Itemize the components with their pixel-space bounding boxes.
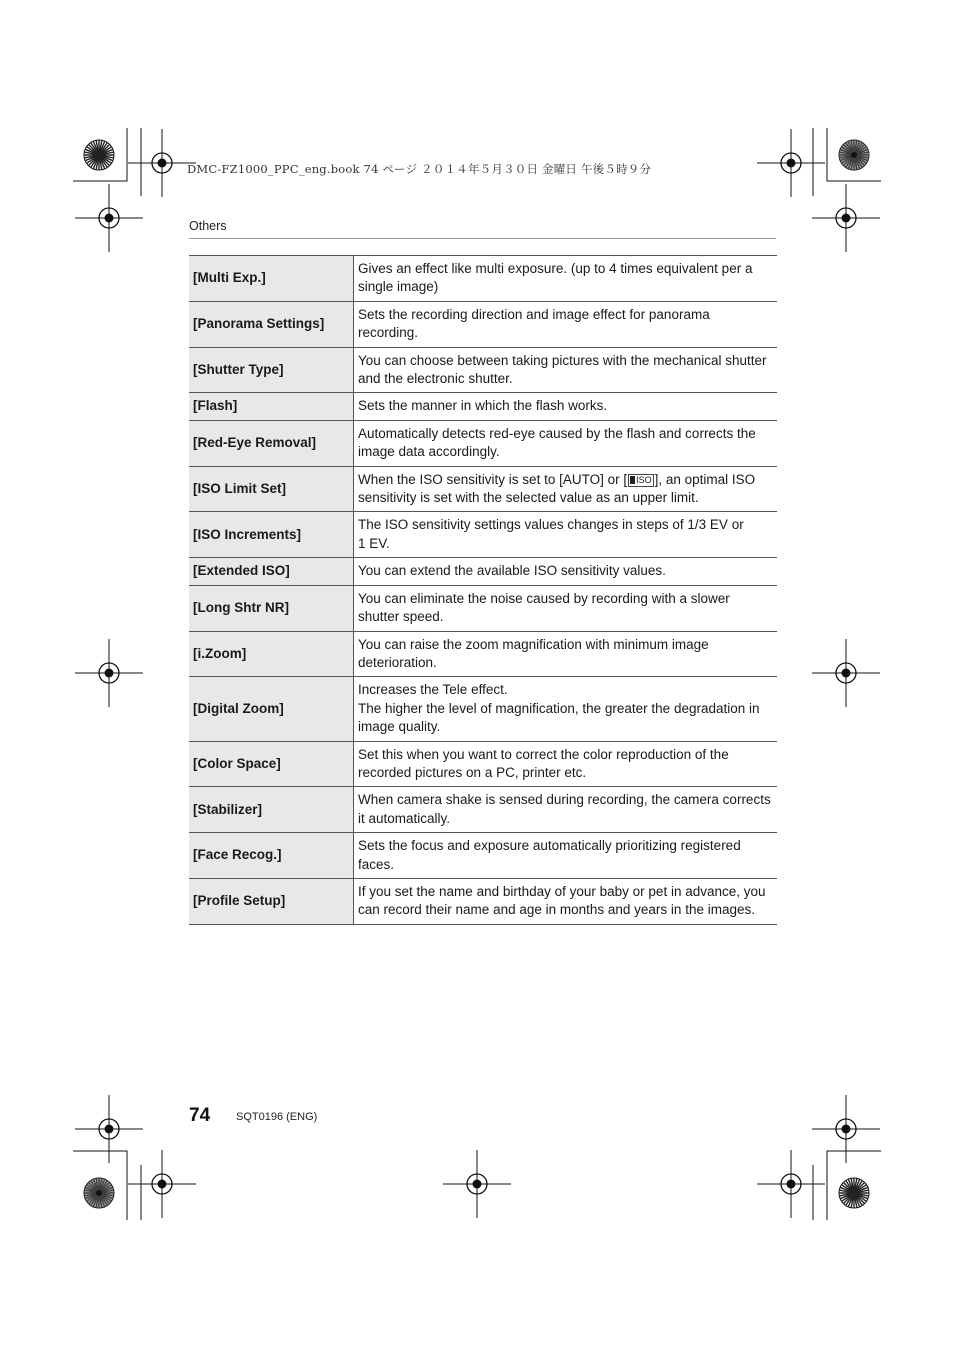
menu-item-description: You can choose between taking pictures with the mechanical shutter and the electronic shutter. — [354, 347, 778, 393]
menu-item-description: The ISO sensitivity settings values changes in steps of 1/3 EV or 1 EV. — [354, 512, 778, 558]
section-divider — [189, 238, 776, 239]
menu-item-name: [Color Space] — [189, 741, 354, 787]
book-print-header: DMC-FZ1000_PPC_eng.book 74 ページ ２０１４年５月３０日 金曜日 午後５時９分 — [187, 162, 652, 176]
menu-item-description: You can extend the available ISO sensitivity values. — [354, 558, 778, 585]
menu-items-table — [189, 255, 777, 925]
document-code: SQT0196 (ENG) — [236, 1111, 318, 1123]
menu-item-name: [Extended ISO] — [189, 558, 354, 585]
table-row — [189, 301, 777, 347]
intelligent-iso-icon — [628, 474, 654, 487]
menu-item-name: [Red-Eye Removal] — [189, 420, 354, 466]
menu-item-description: Sets the recording direction and image effect for panorama recording. — [354, 301, 778, 347]
menu-item-description: Automatically detects red-eye caused by the flash and corrects the image data accordingly. — [354, 420, 778, 466]
menu-item-description: Gives an effect like multi exposure. (up to 4 times equivalent per a single image) — [354, 256, 778, 302]
menu-item-name: [i.Zoom] — [189, 631, 354, 677]
table-row — [189, 393, 777, 420]
iso-icon-label: ISO — [636, 474, 652, 485]
menu-item-name: [Digital Zoom] — [189, 677, 354, 741]
menu-item-name: [Profile Setup] — [189, 878, 354, 924]
menu-item-name: [ISO Increments] — [189, 512, 354, 558]
menu-item-description: Increases the Tele effect. The higher the level of magnification, the greater the degradation in image quality. — [354, 677, 778, 741]
menu-item-name: [Stabilizer] — [189, 787, 354, 833]
menu-item-name: [Panorama Settings] — [189, 301, 354, 347]
table-row — [189, 512, 777, 558]
menu-item-name: [Face Recog.] — [189, 833, 354, 879]
table-row — [189, 741, 777, 787]
description-text: ], an optimal ISO sensitivity is set with the selected value as an upper limit. — [358, 471, 756, 506]
table-row — [189, 558, 777, 585]
menu-item-description: Sets the focus and exposure automatically prioritizing registered faces. — [354, 833, 778, 879]
description-text: When the ISO sensitivity is set to [AUTO] or [ — [358, 471, 628, 487]
menu-item-description: If you set the name and birthday of your baby or pet in advance, you can record their name and age in months and years in the images. — [354, 878, 778, 924]
menu-item-name: [Shutter Type] — [189, 347, 354, 393]
menu-item-name: [Multi Exp.] — [189, 256, 354, 302]
menu-item-name: [Long Shtr NR] — [189, 585, 354, 631]
menu-item-description: You can eliminate the noise caused by recording with a slower shutter speed. — [354, 585, 778, 631]
table-row — [189, 256, 777, 302]
menu-item-description: Sets the manner in which the flash works. — [354, 393, 778, 420]
menu-item-description: You can raise the zoom magnification with minimum image deterioration. — [354, 631, 778, 677]
menu-item-description — [354, 466, 778, 512]
table-row — [189, 878, 777, 924]
table-row — [189, 347, 777, 393]
table-row — [189, 585, 777, 631]
table-row — [189, 631, 777, 677]
table-row — [189, 677, 777, 741]
section-label: Others — [189, 219, 227, 233]
table-row — [189, 787, 777, 833]
menu-item-name: [Flash] — [189, 393, 354, 420]
table-row — [189, 833, 777, 879]
table-row — [189, 420, 777, 466]
page-number: 74 — [189, 1105, 211, 1126]
table-row — [189, 466, 777, 512]
menu-item-name: [ISO Limit Set] — [189, 466, 354, 512]
menu-item-description: Set this when you want to correct the color reproduction of the recorded pictures on a PC, printer etc. — [354, 741, 778, 787]
menu-item-description: When camera shake is sensed during recording, the camera corrects it automatically. — [354, 787, 778, 833]
